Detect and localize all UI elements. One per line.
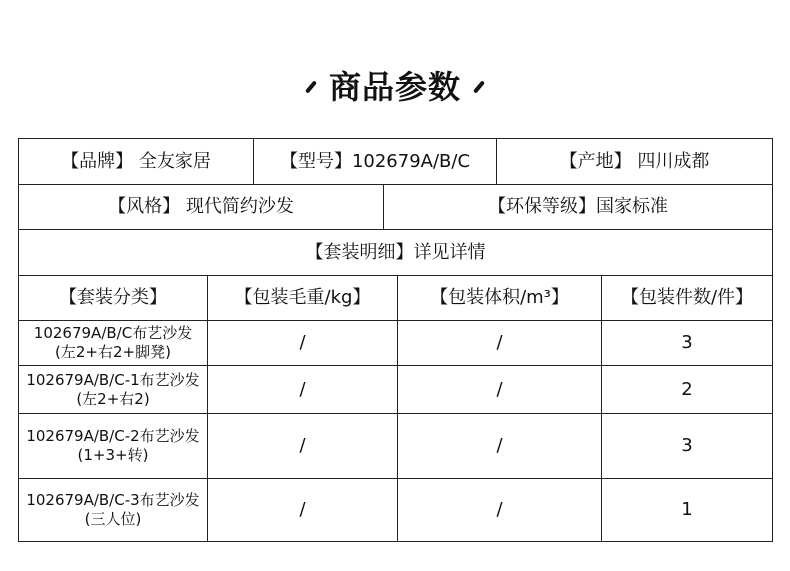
pieces-cell: 3	[601, 321, 772, 365]
table-row	[19, 366, 772, 414]
model-cell: 【型号】102679A/B/C	[253, 139, 496, 184]
params-table	[18, 138, 773, 542]
volume-cell: /	[397, 479, 601, 541]
header-category: 【套装分类】	[59, 287, 167, 309]
category-sub: (三人位)	[84, 510, 142, 528]
category-name: 102679A/B/C-1布艺沙发	[26, 370, 200, 389]
page-title: 商品参数	[328, 68, 461, 106]
style-cell: 【风格】 现代简约沙发	[108, 196, 294, 218]
origin-cell: 【产地】 四川成都	[496, 139, 772, 184]
weight-cell: /	[207, 321, 397, 365]
volume-cell: /	[397, 321, 601, 365]
category-cell	[19, 366, 207, 413]
volume-cell: /	[397, 366, 601, 413]
header-volume: 【包装体积/m³】	[397, 276, 601, 320]
eco-grade-cell: 【环保等级】国家标准	[383, 185, 772, 229]
set-detail-cell: 【套装明细】详见详情	[305, 241, 486, 263]
category-sub: (左2+右2+脚凳)	[55, 343, 171, 361]
weight-cell: /	[207, 366, 397, 413]
table-header-row	[19, 276, 772, 321]
pieces-cell: 1	[601, 479, 772, 541]
brand-cell: 【品牌】 全友家居	[61, 150, 211, 172]
category-cell	[19, 479, 207, 541]
table-row	[19, 479, 772, 541]
volume-cell: /	[397, 414, 601, 478]
info-row-3	[19, 230, 772, 276]
category-cell	[19, 321, 207, 365]
section-title	[0, 62, 790, 108]
info-row-2	[19, 185, 772, 230]
table-row	[19, 414, 772, 479]
weight-cell: /	[207, 479, 397, 541]
category-sub: (1+3+转)	[77, 446, 149, 464]
header-weight: 【包装毛重/kg】	[207, 276, 397, 320]
category-cell	[19, 414, 207, 478]
info-row-1	[19, 139, 772, 185]
category-name: 102679A/B/C布艺沙发	[33, 324, 193, 343]
table-row	[19, 321, 772, 366]
decorative-slash-icon	[471, 78, 487, 100]
category-sub: (左2+右2)	[76, 389, 150, 408]
pieces-cell: 3	[601, 414, 772, 478]
header-pieces: 【包装件数/件】	[601, 276, 772, 320]
weight-cell: /	[207, 414, 397, 478]
category-name: 102679A/B/C-3布艺沙发	[26, 491, 200, 510]
pieces-cell: 2	[601, 366, 772, 413]
decorative-slash-icon	[303, 78, 319, 100]
category-name: 102679A/B/C-2布艺沙发	[26, 427, 200, 446]
